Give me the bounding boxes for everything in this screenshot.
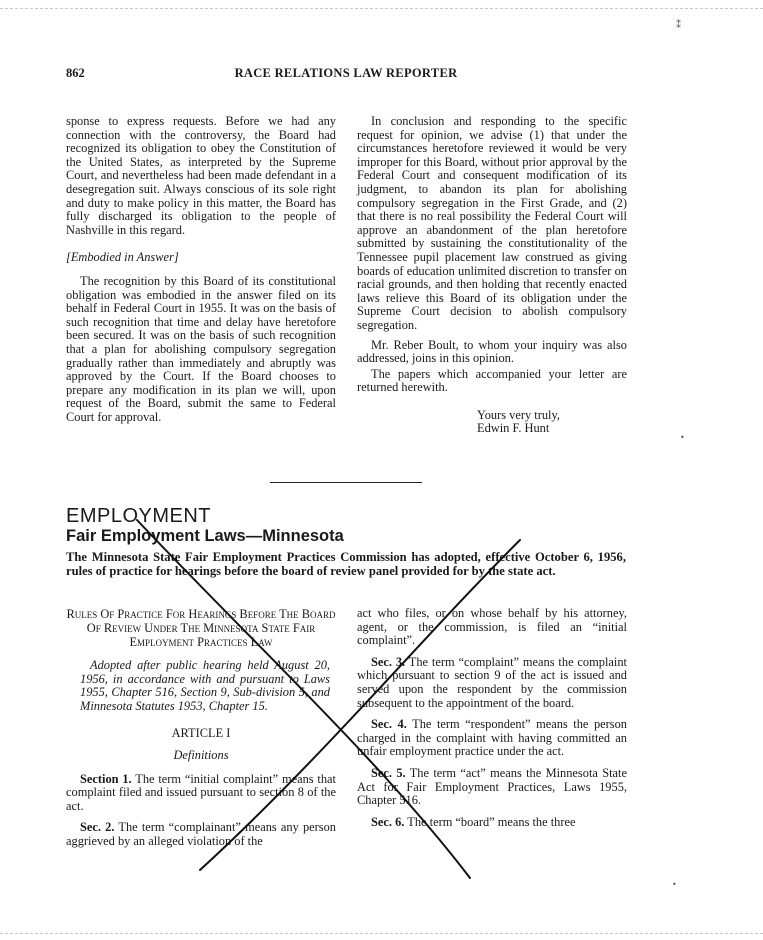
article-heading: ARTICLE I — [171, 726, 231, 741]
closing-line: Yours very truly, — [477, 407, 560, 422]
top-dashed-border — [0, 8, 763, 9]
upper-left-column — [66, 115, 336, 424]
papers-paragraph: The papers which accompanied your letter are returned herewith. — [357, 366, 627, 395]
scan-dot-mark: • — [680, 433, 685, 442]
section-2-text: The term “complainant” means any person aggrieved by an alleged violation of the — [66, 820, 336, 848]
signature-line: Edwin F. Hunt — [477, 421, 550, 436]
section-2 — [66, 821, 336, 848]
adopted-note: Adopted after public hearing held August 20, 1956, in accordance with and pursuant to Laws 1955, Chapter 516, Section 9, Sub-division 5, and Minnesota Statutes 1953, Chapter 15. — [80, 658, 330, 713]
section-1-text: The term “initial complaint” means that complaint filed and issued pursuant to section 8 of the act. — [66, 771, 336, 813]
section-3-label: Sec. 3. — [371, 654, 406, 669]
scan-dot-mark-2: • — [672, 880, 677, 889]
section-6-text: The term “board” means the three — [404, 814, 576, 829]
section-title: EMPLOYMENT — [66, 505, 212, 527]
lower-right-column — [357, 607, 627, 829]
conclusion-paragraph: In conclusion and responding to the specific request for opinion, we advise (1) that under the circumstances heretofore reviewed it would be very improper for this Board, without prior approval by the Federal Court and consequent modification of its judgment, to abandon its plan for abolishing compulsory segregation in the First Grade, and (2) that there is no real possibility the Federal Court will approve an abandonment of the plan heretofore submitted by sustaining the constitutionality of the Tennessee pupil placement law construed as giving boards of education unlimited discretion to transfer on racial grounds, and then holding that recently enacted laws relieve this Board of its obligation under the Supreme Court decision to abolish compulsory segregation. — [357, 114, 627, 332]
embodied-subheading: [Embodied in Answer] — [66, 250, 179, 265]
section-1 — [66, 773, 336, 814]
section-2-label: Sec. 2. — [80, 820, 115, 835]
running-title: RACE RELATIONS LAW REPORTER — [234, 66, 458, 80]
section-4-text: The term “respondent” means the person charged in the complaint with having committed an unfair employment practice under the act. — [357, 717, 627, 759]
page-header — [66, 66, 626, 84]
page-number: 862 — [66, 66, 85, 80]
section-summary: The Minnesota State Fair Employment Practices Commission has adopted, effective October 6, 1956, rules of practice for hearings before the board of review panel provided for by the state act. — [66, 550, 626, 578]
lower-left-column — [66, 607, 336, 849]
scan-speck-mark: ⁑ — [676, 20, 681, 31]
section-5-text: The term “act” means the Minnesota State Act for Fair Employment Practices, Laws 1955, Chapter 516. — [357, 765, 627, 808]
definitions-heading: Definitions — [173, 747, 229, 762]
boult-paragraph: Mr. Reber Boult, to whom your inquiry was also addressed, joins in this opinion. — [357, 337, 627, 366]
rules-title: Rules Of Practice For Hearings Before The Board Of Review Under The Minnesota State Fair Employment Practices Law — [66, 607, 336, 649]
section-5-label: Sec. 5. — [371, 765, 406, 780]
bottom-dashed-border — [0, 933, 763, 934]
section-3 — [357, 656, 627, 710]
section-divider — [270, 482, 422, 483]
section-subtitle: Fair Employment Laws—Minnesota — [66, 527, 344, 545]
section-1-label: Section 1. — [80, 771, 132, 786]
section-5 — [357, 767, 627, 808]
upper-left-paragraph-1: sponse to express requests. Before we had any connection with the controversy, the Board had recognized its obligation to obey the Constitution of the United States, as interpreted by the Supreme Court, and nevertheless had been made defendant in a desegregation suit. Always conscious of its sole right and duty to make policy in this matter, the Board has fully discharged its obligation to the people of Nashville in this regard. — [66, 114, 336, 237]
section-6 — [357, 816, 627, 830]
section-6-label: Sec. 6. — [371, 814, 405, 829]
section-2-continued: act who files, or on whose behalf by his attorney, agent, or the commission, is filed an “initial complaint”. — [357, 606, 627, 648]
upper-right-column — [357, 115, 627, 436]
section-3-text: The term “complaint” means the complaint which pursuant to section 9 of the act is issued and served upon the respondent by the commission subsequent to the appointment of the board. — [357, 654, 627, 710]
section-4 — [357, 718, 627, 759]
upper-left-paragraph-2: The recognition by this Board of its constitutional obligation was embodied in the answer filed on its behalf in Federal Court in 1955. It was on the basis of such recognition that time and delay have heretofore been secured. It was on the basis of such recognition that a plan for abolishing compulsory segregation gradually rather than immediately and abruptly was approved by the Court. If the Board chooses to prepare any modification in its plan we will, upon request of the Board, submit the same to Federal Court for approval. — [66, 273, 336, 424]
section-4-label: Sec. 4. — [371, 717, 407, 732]
